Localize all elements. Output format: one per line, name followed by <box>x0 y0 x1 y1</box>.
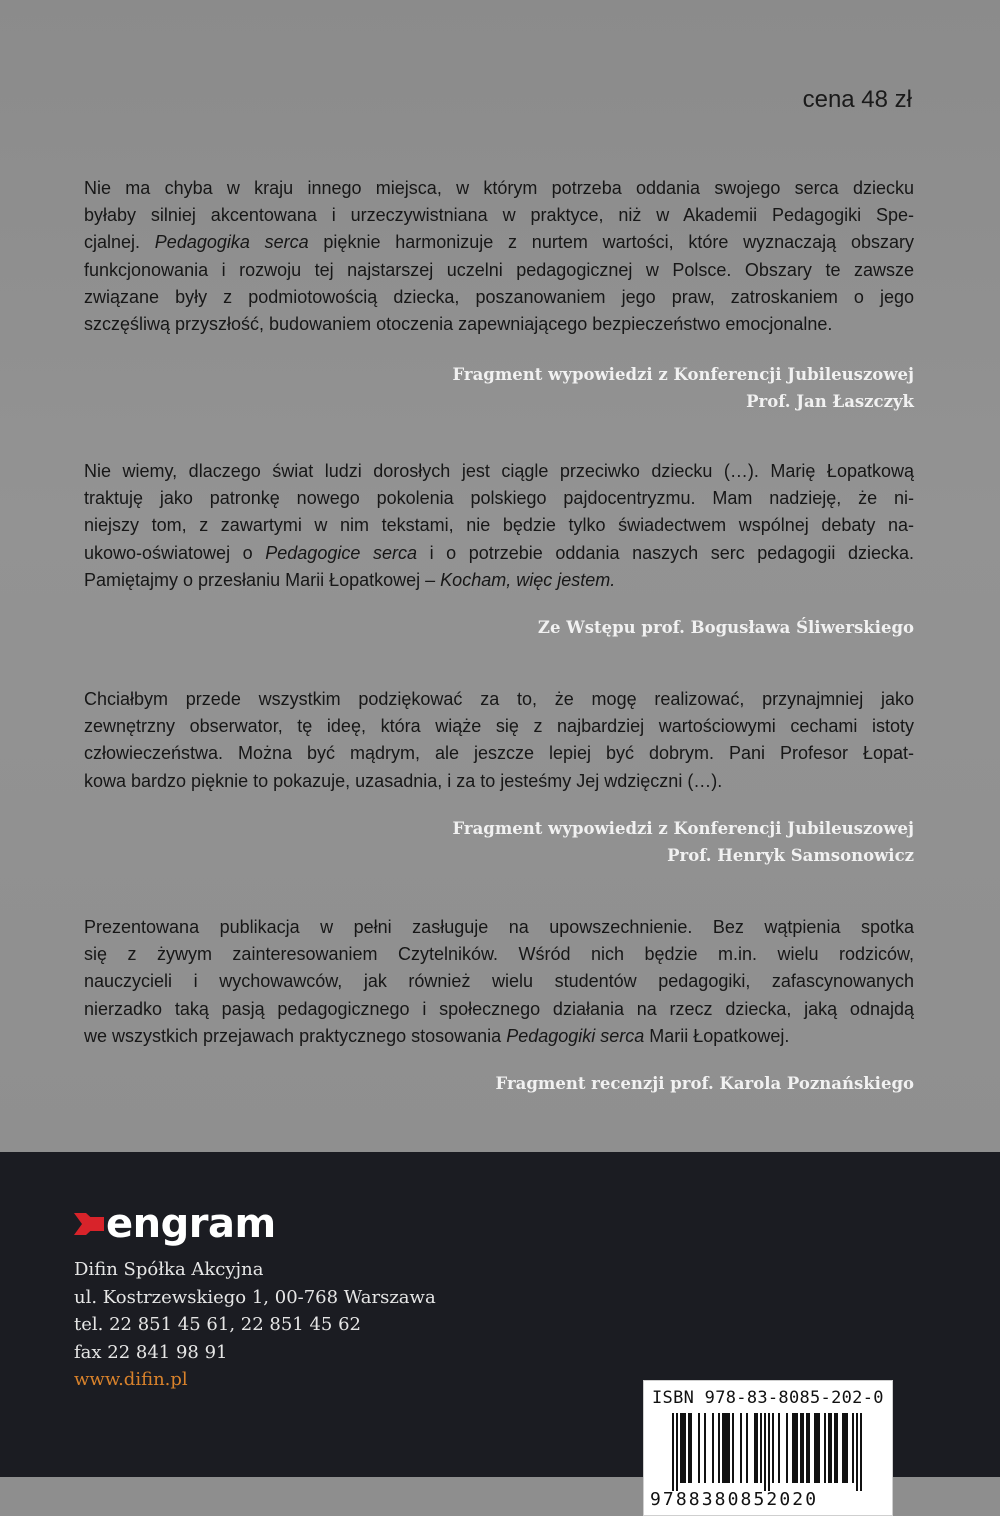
barcode-bar <box>764 1413 766 1491</box>
italic-title: Pedagogika serca <box>154 232 309 253</box>
publisher-contact <box>74 1256 436 1394</box>
attribution-line: Fragment wypowiedzi z Konferencji Jubileuszowej <box>452 365 914 384</box>
barcode-bar <box>796 1413 798 1483</box>
quote-2-text <box>84 458 914 594</box>
barcode-bar <box>772 1413 774 1483</box>
quote-line: Nie ma chyba w kraju innego miejsca, w którym potrzeba oddania swojego serca dziecku <box>84 178 914 198</box>
barcode-bar <box>688 1413 690 1483</box>
barcode-bar <box>824 1413 826 1483</box>
price-label: cena 48 zł <box>802 86 912 113</box>
barcode-bars <box>664 1413 874 1491</box>
quote-4-text <box>84 914 914 1050</box>
barcode-bar <box>682 1413 684 1483</box>
attribution-line: Ze Wstępu prof. Bogusława Śliwerskiego <box>537 618 914 637</box>
barcode-bar <box>676 1413 678 1491</box>
attribution-line: Fragment recenzji prof. Karola Poznańskiego <box>495 1074 914 1093</box>
engram-logo-icon <box>74 1209 104 1239</box>
quote-4-attribution <box>214 1070 914 1097</box>
barcode-bar <box>828 1413 830 1483</box>
attribution-line: Prof. Jan Łaszczyk <box>746 392 914 411</box>
engram-logo <box>74 1201 276 1247</box>
quote-3-attribution <box>214 815 914 869</box>
italic-title: Pedagogiki serca <box>506 1025 645 1046</box>
publisher-band <box>0 1152 1000 1510</box>
quote-1-text <box>84 175 914 338</box>
barcode-bar <box>808 1413 810 1483</box>
barcode-bar <box>754 1413 756 1483</box>
quote-line: Prezentowana publikacja w pełni zasługuje na upowszechnienie. Bez wątpienia spotka <box>84 917 914 937</box>
quote-line: człowieczeństwa. Można być mądrym, ale jeszcze lepiej być dobrym. Pani Profesor Łopat- <box>84 743 914 764</box>
barcode-bar <box>792 1413 794 1483</box>
quote-line: cjalnej. Pedagogika serca pięknie harmonizuje z nurtem wartości, które wyznaczają obszary <box>84 232 914 253</box>
italic-title: Kocham, więc jestem. <box>440 569 616 590</box>
quote-line: byłaby silniej akcentowana i urzeczywistniana w praktyce, niż w Akademii Pedagogiki Spe- <box>84 205 914 226</box>
barcode-bar <box>794 1413 796 1483</box>
isbn-label: ISBN 978-83-8085-202-0 <box>652 1388 884 1408</box>
barcode-bar <box>712 1413 714 1483</box>
quote-line: nauczycieli i wychowawców, jak również wielu studentów pedagogiki, zafascynowanych <box>84 971 914 992</box>
barcode-bar <box>856 1413 858 1491</box>
publisher-tel: tel. 22 851 45 61, 22 851 45 62 <box>74 1314 361 1335</box>
barcode-bar <box>724 1413 726 1483</box>
publisher-fax: fax 22 841 98 91 <box>74 1341 228 1363</box>
barcode-bar <box>728 1413 730 1483</box>
quote-line: we wszystkich przejawach praktycznego stosowania Pedagogiki serca Marii Łopatkowej. <box>84 1025 790 1046</box>
barcode-bar <box>852 1413 854 1483</box>
barcode-bar <box>818 1413 820 1483</box>
barcode-bar <box>732 1413 734 1483</box>
barcode-bar <box>778 1413 780 1483</box>
barcode-bar <box>842 1413 844 1483</box>
barcode-bar <box>746 1413 748 1483</box>
barcode-bar <box>684 1413 686 1483</box>
barcode-bar <box>726 1413 728 1483</box>
barcode-bar <box>834 1413 836 1483</box>
barcode-bar <box>814 1413 816 1483</box>
quote-line: ukowo-oświatowej o Pedagogice serca i o potrzebie oddania naszych serc pedagogii dziecka. <box>84 542 914 563</box>
italic-title: Pedagogice serca <box>265 542 417 563</box>
quote-line: traktuję jako patronkę nowego pokolenia polskiego pajdocentryzmu. Mam nadzieję, że ni- <box>84 488 914 509</box>
quote-line: Chciałbym przede wszystkim podziękować za to, że mogę realizować, przynajmniej jako <box>84 689 914 709</box>
quote-line: funkcjonowania i rozwoju tej najstarszej uczelni pedagogicznej w Polsce. Obszary te zawsze <box>84 259 914 280</box>
quote-line: szczęśliwą przyszłość, budowaniem otoczenia zapewniającego bezpieczeństwo emocjonalne. <box>84 314 833 335</box>
ean-digits: 9788380852020 <box>650 1489 819 1510</box>
quote-2-attribution <box>214 614 914 641</box>
barcode-bar <box>722 1413 724 1483</box>
quote-line: niejszy tom, z zawartymi w nim tekstami, nie będzie tylko świadectwem wspólnej debaty na- <box>84 515 914 536</box>
attribution-line: Prof. Henryk Samsonowicz <box>667 846 914 865</box>
barcode-bar <box>740 1413 742 1483</box>
barcode-bar <box>698 1413 700 1483</box>
isbn-barcode <box>643 1380 893 1516</box>
quote-line: Nie wiemy, dlaczego świat ludzi dorosłych jest ciągle przeciwko dziecku (…). Marię Łopatkową <box>84 461 914 481</box>
barcode-bar <box>806 1413 808 1483</box>
publisher-name: Difin Spółka Akcyjna <box>74 1259 264 1280</box>
barcode-bar <box>802 1413 804 1483</box>
barcode-bar <box>816 1413 818 1483</box>
barcode-bar <box>672 1413 674 1491</box>
quote-line: zewnętrzny obserwator, tę ideę, która wiąże się z najbardziej wartościowymi cechami istoty <box>84 716 914 737</box>
quote-line: kowa bardzo pięknie to pokazuje, uzasadnia, i za to jesteśmy Jej wdzięczni (…). <box>84 770 723 791</box>
barcode-bar <box>690 1413 692 1483</box>
barcode-bar <box>844 1413 846 1483</box>
barcode-bar <box>786 1413 788 1483</box>
attribution-line: Fragment wypowiedzi z Konferencji Jubileuszowej <box>452 819 914 838</box>
barcode-bar <box>760 1413 762 1483</box>
barcode-bar <box>756 1413 758 1483</box>
quote-line: się z żywym zainteresowaniem Czytelników. Wśród nich będzie m.in. wielu rodziców, <box>84 944 914 965</box>
engram-logo-text: engram <box>106 1201 276 1247</box>
barcode-bar <box>704 1413 706 1483</box>
barcode-bar <box>680 1413 682 1483</box>
quote-line: nierzadko taką pasją pedagogicznego i społecznego działania na rzecz dziecka, jaką odnajdą <box>84 998 914 1019</box>
barcode-bar <box>718 1413 720 1483</box>
quote-3-text <box>84 686 914 795</box>
barcode-bar <box>860 1413 862 1491</box>
barcode-bar <box>830 1413 832 1483</box>
quote-line: związane były z podmiotowością dziecka, poszanowaniem jego praw, zatroskaniem o jego <box>84 286 914 307</box>
publisher-website[interactable]: www.difin.pl <box>74 1369 188 1390</box>
barcode-bar <box>836 1413 838 1483</box>
barcode-bar <box>846 1413 848 1483</box>
barcode-bar <box>768 1413 770 1491</box>
publisher-address: ul. Kostrzewskiego 1, 00-768 Warszawa <box>74 1286 436 1308</box>
quote-1-attribution <box>214 361 914 415</box>
barcode-bar <box>800 1413 802 1483</box>
quote-line: Pamiętajmy o przesłaniu Marii Łopatkowej – Kocham, więc jestem. <box>84 569 616 590</box>
